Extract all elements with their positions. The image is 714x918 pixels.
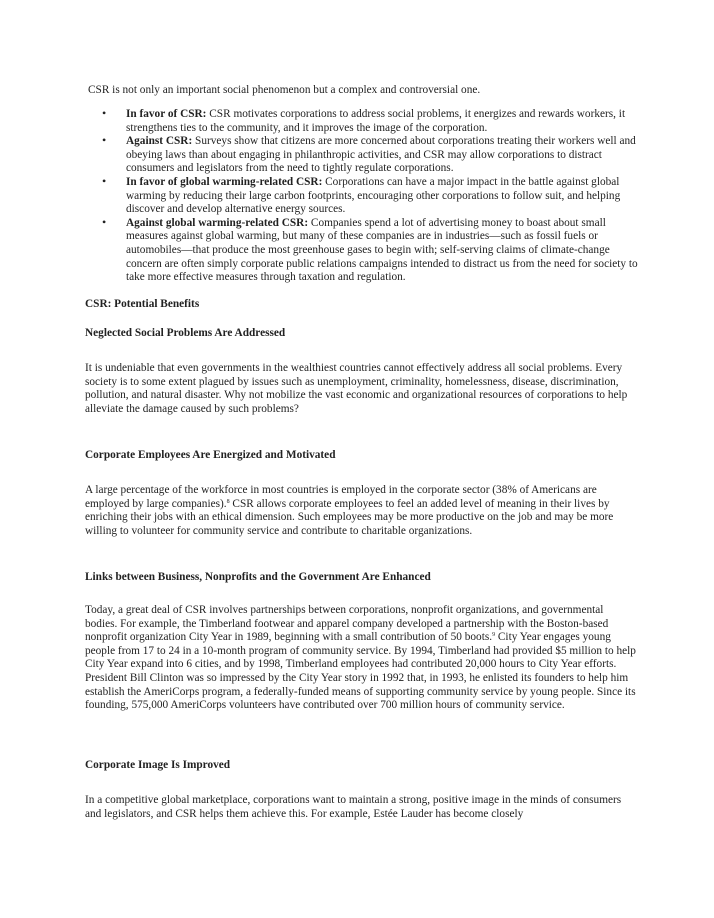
- bullet-text: Corporations can have a major impact in the battle against global warming by reducing their large carbon footprints, encouraging other corporations to follow suit, and helping discover and develop alternative energy sources.: [126, 175, 621, 216]
- bullet-label: In favor of global warming-related CSR:: [126, 175, 323, 188]
- bullet-icon: •: [102, 106, 107, 120]
- paragraph-text: A large percentage of the workforce in most countries is employed in the corporate sector (38% of Americans are employed by large companies).: [85, 484, 597, 510]
- section-heading-links: Links between Business, Nonprofits and the Government Are Enhanced: [85, 571, 431, 583]
- bullet-label: In favor of CSR:: [126, 108, 207, 120]
- list-item: [98, 214, 638, 285]
- footnote-marker[interactable]: 8: [226, 498, 230, 505]
- bullet-text: Surveys show that citizens are more concerned about corporations treating their workers well and obeying laws than about engaging in philanthropic activities, and CSR may allow corporations to distract consumers and legislators from the need to tightly regulate corporations.: [126, 135, 636, 175]
- bullet-text: Companies spend a lot of advertising money to boast about small measures against global warming, but many of these companies are in industries—such as fossil fuels or automobiles—that produce the most greenhouse gases to begin with; self-serving claims of climate-change concern are often simply corporate public relations campaigns intended to distract us from the need for society to take more effective measures through taxation and regulation.: [126, 216, 638, 284]
- list-item: [98, 173, 638, 217]
- paragraph-text: CSR allows corporate employees to feel an added level of meaning in their lives by enriching their jobs with an ethical dimension. Such employees may be more productive on the job and may be more willing to volunteer for community service and contribute to charitable organizations.: [85, 497, 614, 537]
- paragraph-image: In a competitive global marketplace, corporations want to maintain a strong, positive image in the minds of consumers and legislators, and CSR helps them achieve this. For example, Estée Lauder has become closely: [85, 794, 622, 820]
- bullet-label: Against CSR:: [126, 135, 193, 148]
- list-item: [98, 108, 638, 135]
- bullet-label: Against global warming-related CSR:: [126, 216, 309, 229]
- paragraph-text: City Year engages young people from 17 to 24 in a 10-month program of community service. By 1994, Timberland had provided $5 million to help City Year expand into 6 cities, and by 1998, Timberland employees had contributed 20,000 hours to City Year efforts. President Bill Clinton was so impressed by the City Year story in 1992 that, in 1993, he enlisted its founders to help him establish the AmeriCorps program, a federally-funded means of supporting community service by young people. Since its founding, 575,000 AmeriCorps volunteers have contributed over 700 million hours of community service.: [85, 631, 636, 712]
- bullet-list: [98, 108, 638, 285]
- paragraph-employees: [85, 484, 637, 538]
- section-heading-image: Corporate Image Is Improved: [85, 759, 231, 771]
- paragraph-social: It is undeniable that even governments in the wealthiest countries cannot effectively address all social problems. Every society is to some extent plagued by issues such as unemployment, criminality, homelessness, disease, discrimination, pollution, and natural disaster. Why not mobilize the vast economic and organizational resources of corporations to help alleviate the damage caused by such problems?: [85, 362, 628, 415]
- section-heading-social: Neglected Social Problems Are Addressed: [85, 327, 286, 339]
- bullet-icon: •: [102, 214, 107, 229]
- list-item: [98, 135, 638, 176]
- paragraph-links: [85, 604, 637, 713]
- paragraph-text: Today, a great deal of CSR involves partnerships between corporations, nonprofit organizations, and governmental bodies. For example, the Timberland footwear and apparel company developed a partnership with the Boston-based nonprofit organization City Year in 1989, beginning with a small contribution of 50 boots.: [85, 604, 609, 644]
- bullet-icon: •: [102, 173, 107, 188]
- intro-paragraph: CSR is not only an important social phenomenon but a complex and controversial one.: [88, 84, 481, 96]
- footnote-marker[interactable]: 9: [492, 632, 496, 639]
- bullet-icon: •: [102, 133, 107, 148]
- section-heading-benefits: CSR: Potential Benefits: [85, 298, 200, 310]
- bullet-text: CSR motivates corporations to address social problems, it energizes and rewards workers, it strengthens ties to the community, and it improves the image of the corporation.: [126, 108, 626, 134]
- section-heading-employees: Corporate Employees Are Energized and Motivated: [85, 449, 336, 461]
